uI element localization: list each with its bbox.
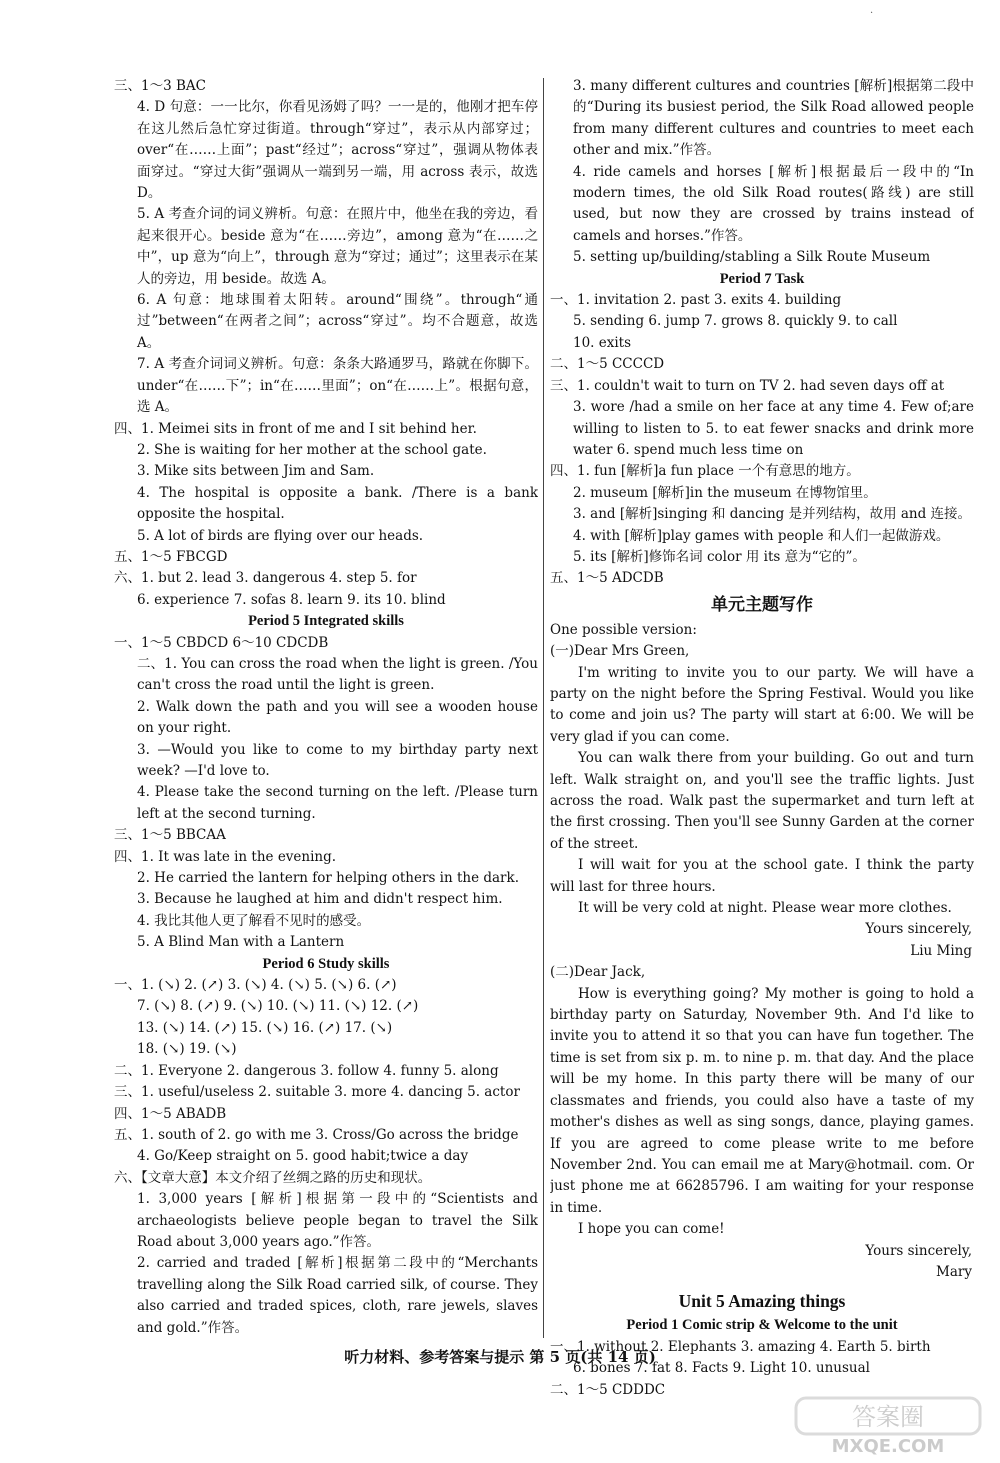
essay-paragraph: I hope you can come!: [578, 1221, 725, 1238]
answer-line: 二、1. You can cross the road when the light is green. /You can't cross the road until the light is green.: [137, 655, 538, 694]
letter-signature: Yours sincerely,: [865, 1242, 972, 1259]
answer-line: 3. Because he laughed at him and didn't respect him.: [137, 891, 503, 908]
answer-line: 3. and [解析]singing 和 dancing 是并列结构，故用 and 连接。: [573, 506, 972, 523]
section-heading: Period 7 Task: [719, 270, 805, 287]
answer-line: 2. She is waiting for her mother at the school gate.: [137, 441, 487, 458]
answer-line: 2. museum [解析]in the museum 在博物馆里。: [573, 484, 877, 501]
answer-line: 二、1～5 CDDDC: [550, 1381, 666, 1398]
answer-line: 5. sending 6. jump 7. grows 8. quickly 9. to call: [573, 313, 898, 330]
answer-line: 3. Mike sits between Jim and Sam.: [137, 463, 375, 480]
answer-line: 4. The hospital is opposite a bank. /There is a bank opposite the hospital.: [137, 484, 538, 523]
section-heading: Period 6 Study skills: [262, 955, 390, 972]
answer-line: 2. carried and traded [解析]根据第二段中的“Merchants travelling along the Silk Road carried silk, of course. They also carried and traded spices, cloth, rare jewels, slaves and gold.”作答。: [137, 1255, 538, 1336]
answer-line: 5. A 考查介词的词义辨析。句意：在照片中，他坐在我的旁边，看起来很开心。beside 意为“在……旁边”，among 意为“在……之中”，up 意为“向上”，through 意为“穿过；通过”；这里表示在某人的旁边，用 beside。故选 A。: [137, 206, 538, 287]
answer-line: 四、1. It was late in the evening.: [114, 848, 337, 865]
answer-line: 4. ride camels and horses [解析]根据最后一段中的“In modern times, the old Silk Road routes(路线) are still used, but now they are crossed by trains instead of camels and horses.”作答。: [573, 163, 974, 244]
answer-line: 六、1. but 2. lead 3. dangerous 4. step 5. for: [114, 570, 417, 587]
unit-title: Unit 5 Amazing things: [678, 1291, 846, 1312]
letter-signature: Mary: [936, 1263, 972, 1280]
answer-line: 六、【文章大意】本文介绍了丝绸之路的历史和现状。: [114, 1169, 432, 1186]
letter-signature: Yours sincerely,: [865, 921, 972, 938]
answer-line: (二)Dear Jack,: [550, 964, 646, 981]
letter-signature: Liu Ming: [910, 942, 972, 959]
section-heading: Period 5 Integrated skills: [248, 613, 404, 630]
answer-line: (一)Dear Mrs Green,: [550, 643, 690, 660]
answer-line: One possible version:: [550, 621, 697, 638]
answer-line: 6. experience 7. sofas 8. learn 9. its 10. blind: [137, 591, 446, 608]
answer-line: 13. (↘) 14. (↗) 15. (↘) 16. (↗) 17. (↘): [137, 1019, 393, 1036]
answer-line: 4. Please take the second turning on the left. /Please turn left at the second turning.: [137, 784, 538, 822]
essay-paragraph: How is everything going? My mother is going to hold a birthday party on Saturday, November 9th. And I'd like to invite you to attend it so that you can have fun together. The time is set from six p. m. to nine p. m. that day. And the place will be my home. In this party there will be many of our classmates and friends, you could also have a taste of my mother's dishes as well as sing songs, dance, playing games. If you are agreed to come please write to me before November 2nd. You can email me at Mary@hotmail. com. Or just phone me at 66285796. I am waiting for your response in time.: [550, 985, 974, 1216]
answer-line: 4. with [解析]play games with people 和人们一起做游戏。: [573, 527, 950, 544]
answer-line: 三、1. couldn't wait to turn on TV 2. had seven days off at: [550, 377, 945, 394]
watermark-logo: [788, 1394, 988, 1458]
answer-line: 四、1. Meimei sits in front of me and I sit behind her.: [114, 420, 477, 437]
answer-line: 4. Go/Keep straight on 5. good habit;twice a day: [137, 1148, 469, 1165]
watermark-text: MXQE.COM: [831, 1436, 945, 1457]
essay-paragraph: You can walk there from your building. Go out and turn left. Walk straight on, and you'll see the traffic lights. Just across the road. Walk past the supermarket and turn left at the first crossing. Then you'll see Sunny Garden at the corner of the street.: [550, 750, 974, 852]
answer-line: 5. setting up/building/stabling a Silk Route Museum: [573, 249, 931, 266]
right-column: [550, 76, 974, 1401]
answer-line: 4. D 句意：一一比尔，你看见汤姆了吗？一一是的，他刚才把车停在这儿然后急忙穿过街道。through“穿过”，表示从内部穿过；over“在……上面”；past“经过”；across“穿过”，强调从物体表面穿过。“穿过大街”强调从一端到另一端，用 across 表示，故选 D。: [137, 99, 538, 202]
answer-line: 3. wore /had a smile on her face at any time 4. Few of;are willing to listen to 5. to eat fewer snacks and drink more water 6. spend much less time on: [573, 399, 974, 458]
answer-line: 一、1～5 CBDCD 6～10 CDCDB: [114, 634, 329, 651]
answer-line: 2. Walk down the path and you will see a wooden house on your right.: [137, 698, 538, 737]
answer-line: 五、1. south of 2. go with me 3. Cross/Go across the bridge: [114, 1126, 519, 1143]
answer-line: 二、1. Everyone 2. dangerous 3. follow 4. funny 5. along: [114, 1062, 499, 1079]
answer-line: 7. A 考查介词词义辨析。句意：条条大路通罗马，路就在你脚下。under“在……下”；in“在……里面”；on“在……上”。根据句意，选 A。: [137, 356, 538, 416]
answer-line: 3. —Would you like to come to my birthday party next week? —I'd love to.: [137, 741, 538, 779]
answer-line: 一、1. (↘) 2. (↗) 3. (↘) 4. (↘) 5. (↘) 6. (↗): [114, 977, 397, 994]
answer-line: 四、1. fun [解析]a fun place 一个有意思的地方。: [550, 463, 860, 480]
answer-line: 10. exits: [573, 334, 632, 351]
answer-line: 三、1～3 BAC: [114, 78, 206, 94]
answer-line: 7. (↘) 8. (↗) 9. (↘) 10. (↘) 11. (↘) 12. (↗): [137, 998, 419, 1015]
answer-line: 二、1～5 CCCCD: [550, 356, 665, 373]
essay-paragraph: It will be very cold at night. Please wear more clothes.: [578, 900, 952, 917]
answer-line: 18. (↘) 19. (↘): [137, 1041, 237, 1058]
answer-line: 五、1～5 FBCGD: [114, 548, 228, 565]
answer-line: 6. bones 7. fat 8. Facts 9. Light 10. unusual: [573, 1360, 870, 1377]
answer-line: 一、1. invitation 2. past 3. exits 4. building: [550, 292, 842, 309]
answer-line: 一、1. without 2. Elephants 3. amazing 4. Earth 5. birth: [550, 1338, 931, 1355]
corner-mark: ·: [870, 8, 874, 19]
essay-paragraph: I'm writing to invite you to our party. We will have a party on the night before the Spring Festival. Would you like to come and join us? The party will start at 6:00. We will be very glad if you can come.: [550, 664, 974, 745]
unit-writing-heading: 单元主题写作: [711, 594, 813, 615]
page-footer: 听力材料、参考答案与提示 第 5 页(共 14 页): [344, 1348, 656, 1366]
answer-line: 4. 我比其他人更了解看不见时的感受。: [137, 912, 371, 929]
answer-line: 3. many different cultures and countries [解析]根据第二段中的“During its busiest period, the Silk Road allowed people from many different cultures and countries to meet each other and mix.”作答。: [573, 78, 974, 159]
answer-line: 5. A lot of birds are flying over our heads.: [137, 527, 424, 544]
answer-line: 五、1～5 ADCDB: [550, 570, 664, 587]
answer-line: 5. its [解析]修饰名词 color 用 its 意为“它的”。: [573, 548, 866, 565]
watermark-logo-text: 答案圈: [852, 1403, 924, 1431]
answer-line: 四、1～5 ABADB: [114, 1105, 227, 1122]
answer-line: 1. 3,000 years [解析]根据第一段中的“Scientists and archaeologists believe people began to travel the Silk Road about 3,000 years ago.”作答。: [137, 1191, 538, 1250]
answer-line: 三、1～5 BBCAA: [114, 827, 226, 844]
answer-line: 2. He carried the lantern for helping others in the dark.: [137, 870, 519, 887]
answer-line: 6. A 句意：地球围着太阳转。around“围绕”。through“通过”between“在两者之间”；across“穿过”。均不合题意，故选 A。: [137, 292, 538, 351]
answer-line: 5. A Blind Man with a Lantern: [137, 934, 345, 951]
left-column: [114, 76, 538, 1339]
column-divider: [543, 78, 544, 1338]
answer-line: 三、1. useful/useless 2. suitable 3. more 4. dancing 5. actor: [114, 1084, 520, 1101]
essay-paragraph: I will wait for you at the school gate. I think the party will last for three hours.: [550, 857, 974, 895]
section-heading: Period 1 Comic strip & Welcome to the unit: [626, 1317, 898, 1334]
